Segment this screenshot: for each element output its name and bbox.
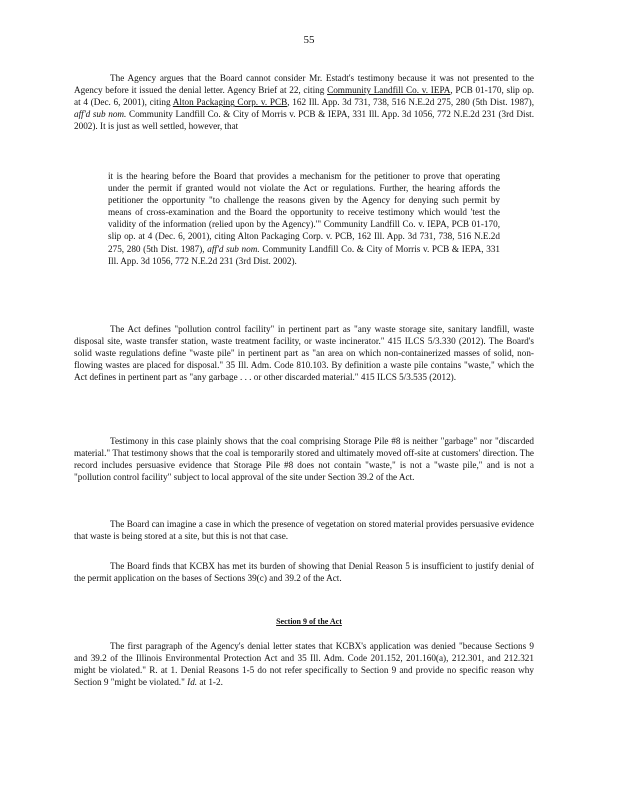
- quote-affd-sub-nom: aff'd sub nom.: [207, 243, 260, 254]
- p1-text-a: The Agency argues that the Board cannot consider Mr. Estadt's testimony because it was not presented to the Agency before it issued the denial letter. Agency Brief at 22, citing: [74, 73, 534, 96]
- p1-text-d: Community Landfill Co. & City of Morris v. PCB & IEPA, 331 Ill. App. 3d 1056, 772 N.E.2d 231 (3rd Dist. 2002). It is just as well settled, however, that: [74, 109, 534, 132]
- paragraph-testimony: Testimony in this case plainly shows that the coal comprising Storage Pile #8 is neither "garbage" nor "discarded material." That testimony shows that the coal is temporarily stored and ultimately moved off-site at customers' direction. The record includes persuasive evidence that Storage Pile #8 does not contain "waste," is not a "waste pile," and is not a "pollution control facility" subject to local approval of the site under Section 39.2 of the Act.: [74, 436, 534, 483]
- page-number: 55: [303, 34, 315, 46]
- paragraph-act-definitions: The Act defines "pollution control facility" in pertinent part as "any waste storage site, sanitary landfill, waste disposal site, waste transfer station, waste treatment facility, or waste incinerator." 415 ILCS 5/3.330 (2012). The Board's solid waste regulations define "waste pile" in pertinent part as "an area on which non-containerized masses of solid, non-flowing wastes are placed for disposal." 35 Ill. Adm. Code 810.103. By definition a waste pile contains "waste," which the Act defines in pertinent part as "any garbage . . . or other discarded material." 415 ILCS 5/3.535 (2012).: [74, 324, 534, 383]
- p6-text-b: at 1-2.: [197, 677, 223, 688]
- p1-text-c: , 162 Ill. App. 3d 731, 738, 516 N.E.2d 275, 280 (5th Dist. 1987),: [287, 97, 535, 108]
- paragraph-vegetation: The Board can imagine a case in which the presence of vegetation on stored material provides persuasive evidence that waste is being stored at a site, but this is not that case.: [74, 519, 534, 542]
- p6-text-a: The first paragraph of the Agency's denial letter states that KCBX's application was denied "because Sections 9 and 39.2 of the Illinois Environmental Protection Act and 35 Ill. Adm. Code 201.152, 201.160(a), 212.301, and 212.321 might be violated." R. at 1. Denial Reasons 1-5 do not refer specifically to Section 9 and provide no specific reason why Section 9 "might be violated.": [74, 641, 534, 688]
- id-citation: Id.: [187, 677, 198, 688]
- block-quote: [108, 170, 500, 267]
- paragraph-denial-letter: [74, 640, 534, 688]
- case-citation-community-landfill: Community Landfill Co. v. IEPA: [327, 85, 451, 96]
- p1-text-b: , PCB 01-170, slip op. at 4 (Dec. 6, 2001), citing: [74, 85, 534, 108]
- case-citation-alton-packaging: Alton Packaging Corp. v. PCB: [172, 97, 288, 108]
- paragraph-agency-argument: [74, 72, 534, 132]
- section-heading: Section 9 of the Act: [276, 617, 342, 626]
- paragraph-board-finding: The Board finds that KCBX has met its burden of showing that Denial Reason 5 is insufficient to justify denial of the permit application on the bases of Sections 39(c) and 39.2 of the Act.: [74, 561, 534, 584]
- quote-text-b: Community Landfill Co. & City of Morris v. PCB & IEPA, 331 Ill. App. 3d 1056, 772 N.E.2d 231 (3rd Dist. 2002).: [108, 243, 501, 266]
- affd-sub-nom: aff'd sub nom.: [74, 109, 127, 120]
- quote-text-a: it is the hearing before the Board that provides a mechanism for the petitioner to prove that operating under the permit if granted would not violate the Act or regulations. Further, the hearing affords the petitioner the opportunity "to challenge the reasons given by the Agency for denying such permit by means of cross-examination and the Board the opportunity to receive testimony which would 'test the validity of the information (relied upon by the Agency).'" Community Landfill Co. v. IEPA, PCB 01-170, slip op. at 4 (Dec. 6, 2001), citing Alton Packaging Corp. v. PCB, 162 Ill. App. 3d 731, 738, 516 N.E.2d 275, 280 (5th Dist. 1987),: [108, 171, 500, 254]
